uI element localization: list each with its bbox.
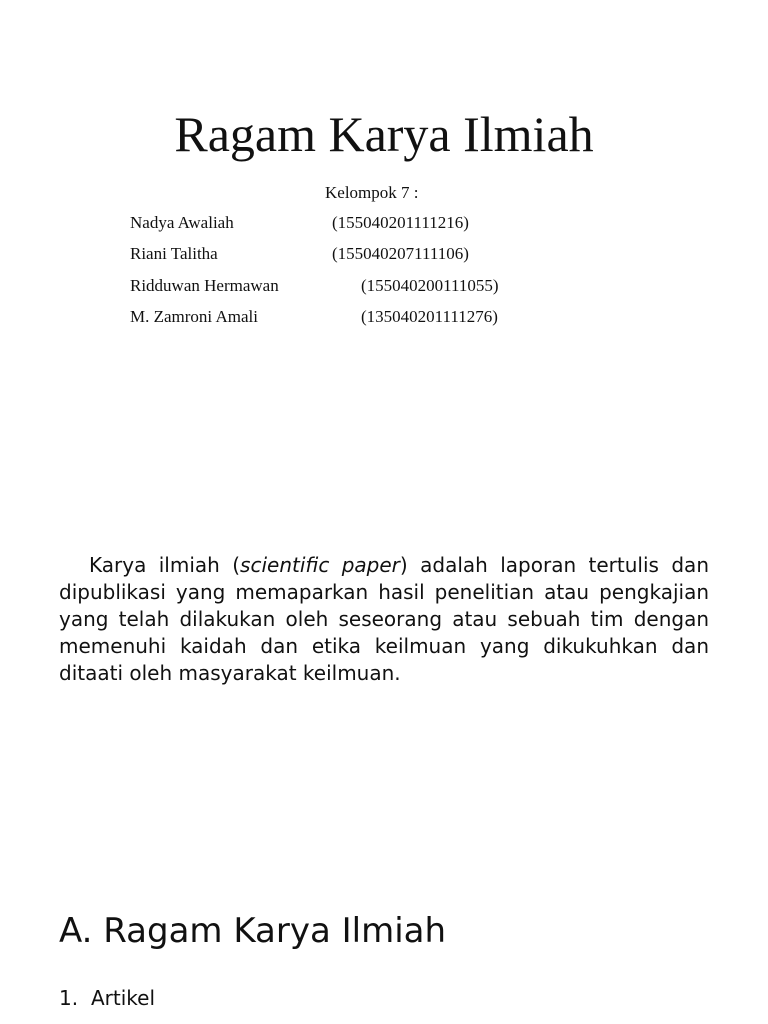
member-name: M. Zamroni Amali — [130, 307, 258, 326]
member-row — [0, 243, 768, 265]
list-item-label: Artikel — [91, 986, 156, 1010]
member-row — [0, 212, 768, 234]
intro-emphasis: scientific paper — [240, 553, 400, 577]
member-name: Ridduwan Hermawan — [130, 276, 279, 295]
intro-paragraph — [59, 552, 709, 687]
member-id: (155040200111055) — [361, 276, 499, 295]
section-heading: A. Ragam Karya Ilmiah — [59, 911, 447, 951]
member-row — [0, 306, 768, 328]
intro-text-end: ) adalah laporan tertulis dan dipublikasi yang memaparkan hasil penelitian atau pengkajian yang telah dilakukan oleh seseorang atau sebuah tim dengan memenuhi kaidah dan etika keilmuan yang dikukuhkan dan ditaati oleh masyarakat keilmuan. — [59, 553, 709, 685]
list-item-number: 1. — [59, 986, 79, 1010]
group-label: Kelompok 7 : — [325, 183, 419, 202]
member-id: (155040201111216) — [332, 213, 469, 232]
member-id: (155040207111106) — [332, 244, 469, 263]
intro-text-start: Karya ilmiah ( — [89, 553, 241, 577]
member-id: (135040201111276) — [361, 307, 498, 326]
member-name: Nadya Awaliah — [130, 213, 234, 232]
member-name: Riani Talitha — [130, 244, 218, 263]
karya-ilmiah-list — [59, 984, 155, 1012]
document-title: Ragam Karya Ilmiah — [174, 106, 594, 162]
list-item — [59, 984, 155, 1012]
member-row — [0, 275, 768, 297]
